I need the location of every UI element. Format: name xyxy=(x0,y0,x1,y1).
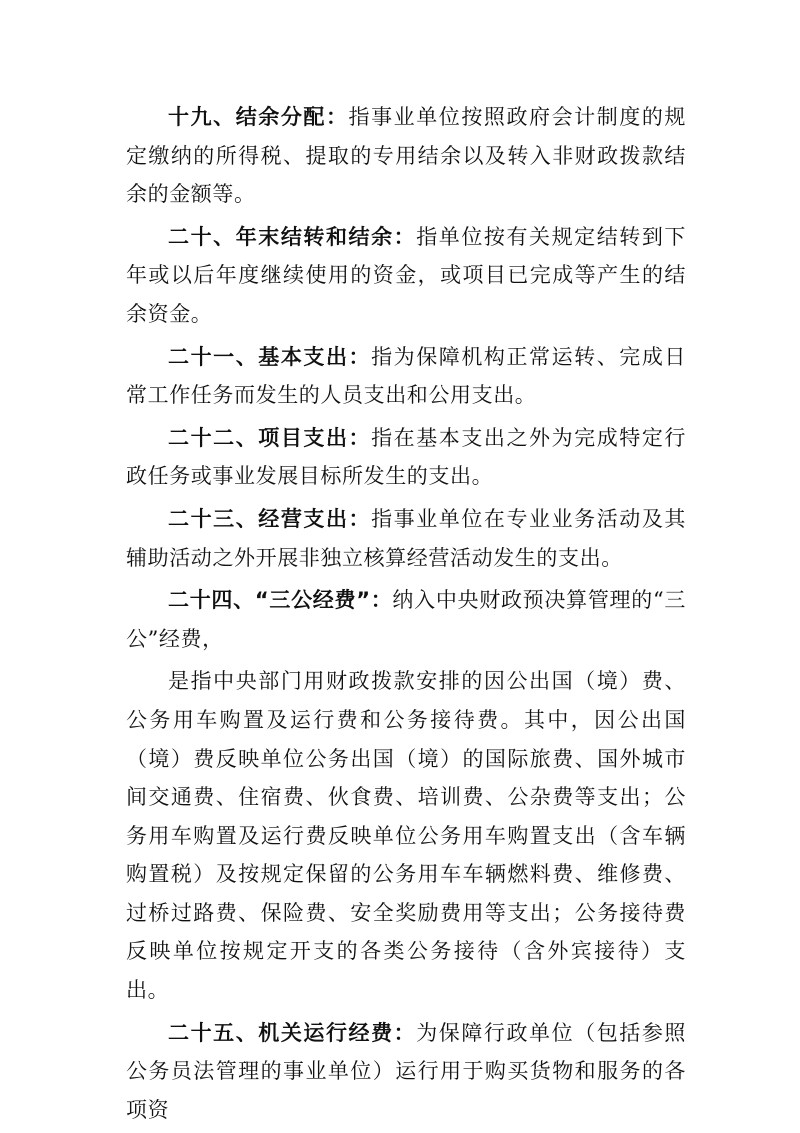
paragraph-agency-operating-funds xyxy=(126,1014,686,1130)
definition-operating-expenditure: 指事业单位在专业业务活动及其辅助活动之外开展非独立核算经营活动发生的支出。 xyxy=(126,506,686,570)
paragraph-three-public-expenses-detail xyxy=(126,662,686,1009)
paragraph-basic-expenditure xyxy=(126,338,686,415)
definition-surplus-distribution: 指事业单位按照政府会计制度的规定缴纳的所得税、提取的专用结余以及转入非财政拨款结余的金额等。 xyxy=(126,105,686,207)
document-page xyxy=(126,98,686,1133)
term-project-expenditure: 二十二、项目支出： xyxy=(168,425,372,450)
definition-three-public-expenses: 纳入中央财政预决算管理的“三公”经费， xyxy=(126,588,686,651)
paragraph-surplus-distribution xyxy=(126,98,686,214)
definition-agency-operating-funds: 为保障行政单位（包括参照公务员法管理的事业单位）运行用于购买货物和服务的各项资 xyxy=(126,1020,686,1122)
term-three-public-expenses: 二十四、“三公经费”： xyxy=(168,588,393,613)
term-surplus-distribution: 十九、结余分配： xyxy=(168,105,349,129)
paragraph-year-end-carryover xyxy=(126,218,686,334)
paragraph-three-public-expenses xyxy=(126,581,686,658)
definition-three-public-expenses-detail: 是指中央部门用财政拨款安排的因公出国（境）费、公务用车购置及运行费和公务接待费。其中，因公出国（境）费反映单位公务出国（境）的国际旅费、国外城市间交通费、住宿费、伙食费、培训费、公杂费等支出；公务用车购置及运行费反映单位公务用车购置支出（含车辆购置税）及按规定保留的公务用车车辆燃料费、维修费、过桥过路费、保险费、安全奖励费用等支出；公务接待费反映单位按规定开支的各类公务接待（含外宾接待）支出。 xyxy=(126,669,686,1003)
definition-basic-expenditure: 指为保障机构正常运转、完成日常工作任务而发生的人员支出和公用支出。 xyxy=(126,344,686,408)
term-year-end-carryover: 二十、年末结转和结余： xyxy=(168,224,417,249)
paragraph-operating-expenditure xyxy=(126,500,686,577)
term-operating-expenditure: 二十三、经营支出： xyxy=(168,506,372,531)
definition-project-expenditure: 指在基本支出之外为完成特定行政任务或事业发展目标所发生的支出。 xyxy=(126,425,686,489)
paragraph-project-expenditure xyxy=(126,419,686,496)
definition-year-end-carryover: 指单位按有关规定结转到下年或以后年度继续使用的资金，或项目已完成等产生的结余资金。 xyxy=(126,224,686,326)
term-basic-expenditure: 二十一、基本支出： xyxy=(168,344,372,369)
term-agency-operating-funds: 二十五、机关运行经费： xyxy=(168,1020,417,1045)
